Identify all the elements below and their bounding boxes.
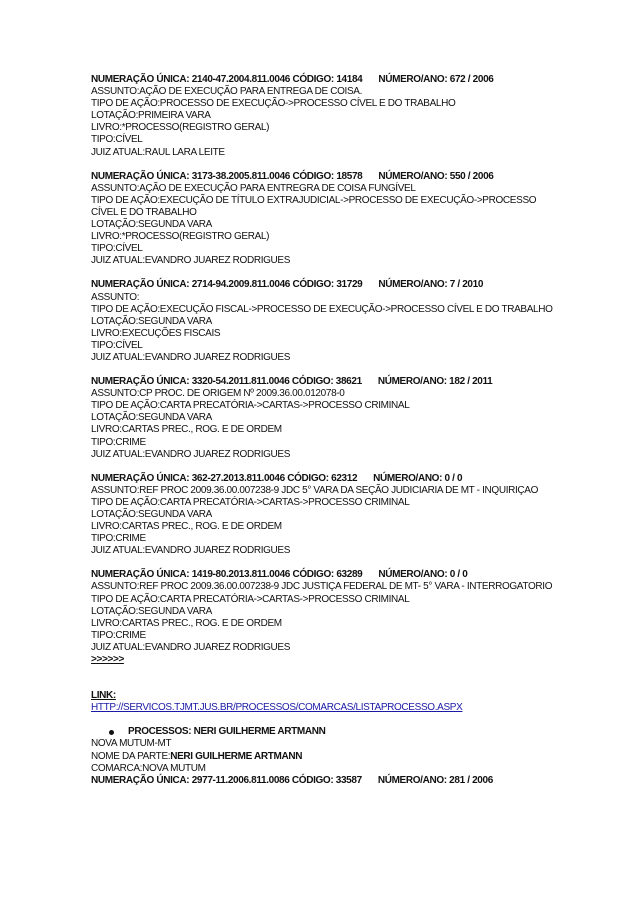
more-link-row bbox=[91, 654, 561, 666]
record-numeracao: NUMERAÇÃO ÚNICA: 3173-38.2005.811.0046 CÓDIGO: 18578 bbox=[91, 170, 363, 182]
record-numeracao: NUMERAÇÃO ÚNICA: 362-27.2013.811.0046 CÓDIGO: 62312 bbox=[91, 472, 358, 484]
record-field: LOTAÇÃO:SEGUNDA VARA bbox=[91, 219, 212, 231]
record-field: LIVRO:CARTAS PREC., ROG. E DE ORDEM bbox=[91, 521, 282, 533]
record-field: LIVRO:*PROCESSO(REGISTRO GERAL) bbox=[91, 122, 270, 134]
record-field: LOTAÇÃO:SEGUNDA VARA bbox=[91, 509, 212, 520]
link-heading-row bbox=[91, 690, 561, 702]
record-numero-ano: NÚMERO/ANO: 7 / 2010 bbox=[378, 279, 484, 291]
bullet-text: PROCESSOS: NERI GUILHERME ARTMANN bbox=[128, 726, 326, 738]
record-field: TIPO:CRIME bbox=[91, 533, 146, 545]
record-field: LOTAÇÃO:SEGUNDA VARA bbox=[91, 605, 212, 617]
process-record bbox=[91, 569, 561, 654]
record-field: ASSUNTO: bbox=[91, 291, 140, 303]
record-numero-ano: NÚMERO/ANO: 0 / 0 bbox=[373, 472, 463, 484]
footer-parte-label: NOME DA PARTE: bbox=[91, 750, 171, 762]
record-header bbox=[91, 171, 561, 183]
record-field: TIPO DE AÇÃO:CARTA PRECATÓRIA->CARTAS->PROCESSO CRIMINAL bbox=[91, 496, 410, 508]
record-header bbox=[91, 279, 561, 291]
footer-comarca: COMARCA:NOVA MUTUM bbox=[91, 762, 206, 774]
record-field: JUIZ ATUAL:EVANDRO JUAREZ RODRIGUES bbox=[91, 545, 291, 557]
record-header bbox=[91, 74, 561, 86]
process-record bbox=[91, 376, 561, 461]
footer-numero-ano: NÚMERO/ANO: 281 / 2006 bbox=[377, 774, 493, 786]
link-url-row bbox=[91, 702, 561, 714]
record-field: JUIZ ATUAL:EVANDRO JUAREZ RODRIGUES bbox=[91, 351, 291, 363]
record-field: LIVRO:CARTAS PREC., ROG. E DE ORDEM bbox=[91, 617, 282, 629]
record-field: LIVRO:CARTAS PREC., ROG. E DE ORDEM bbox=[91, 424, 282, 436]
record-field: ASSUNTO:REF PROC 2009.36.00.007238-9 JDC 5° VARA DA SEÇÃO JUDICIARIA DE MT - INQUIRIÇAO bbox=[91, 484, 539, 496]
bullet-dot-icon bbox=[109, 730, 114, 735]
record-header bbox=[91, 473, 561, 485]
record-numeracao: NUMERAÇÃO ÚNICA: 2140-47.2004.811.0046 CÓDIGO: 14184 bbox=[91, 74, 363, 85]
process-records bbox=[91, 74, 561, 654]
record-numero-ano: NÚMERO/ANO: 0 / 0 bbox=[378, 569, 468, 581]
link-heading: LINK: bbox=[91, 690, 116, 702]
record-field: JUIZ ATUAL:EVANDRO JUAREZ RODRIGUES bbox=[91, 641, 291, 653]
record-field: ASSUNTO:CP PROC. DE ORIGEM Nº 2009.36.00.012078-0 bbox=[91, 388, 345, 400]
record-numeracao: NUMERAÇÃO ÚNICA: 3320-54.2011.811.0046 CÓDIGO: 38621 bbox=[91, 376, 362, 388]
record-header bbox=[91, 569, 561, 581]
process-list-link[interactable]: HTTP://SERVICOS.TJMT.JUS.BR/PROCESSOS/COMARCAS/LISTAPROCESSO.ASPX bbox=[91, 702, 463, 714]
record-field: TIPO DE AÇÃO:EXECUÇÃO DE TÍTULO EXTRAJUDICIAL->PROCESSO DE EXECUÇÃO->PROCESSO CÍVEL E DO TRABALHO bbox=[91, 194, 537, 218]
record-field: TIPO DE AÇÃO:PROCESSO DE EXECUÇÃO->PROCESSO CÍVEL E DO TRABALHO bbox=[91, 98, 456, 110]
footer-numeracao-row bbox=[91, 775, 561, 787]
record-field: TIPO:CÍVEL bbox=[91, 243, 143, 255]
document-page bbox=[91, 74, 561, 787]
process-record bbox=[91, 279, 561, 364]
process-record bbox=[91, 74, 561, 159]
record-numeracao: NUMERAÇÃO ÚNICA: 2714-94.2009.811.0046 CÓDIGO: 31729 bbox=[91, 279, 363, 291]
record-field: TIPO:CRIME bbox=[91, 629, 146, 641]
record-field: JUIZ ATUAL:EVANDRO JUAREZ RODRIGUES bbox=[91, 448, 291, 460]
record-field: LIVRO:*PROCESSO(REGISTRO GERAL) bbox=[91, 231, 270, 243]
record-field: TIPO DE AÇÃO:EXECUÇÃO FISCAL->PROCESSO DE EXECUÇÃO->PROCESSO CÍVEL E DO TRABALHO bbox=[91, 303, 553, 315]
record-numero-ano: NÚMERO/ANO: 182 / 2011 bbox=[377, 376, 493, 388]
record-field: ASSUNTO:AÇÃO DE EXECUÇÃO PARA ENTREGA DE COISA. bbox=[91, 86, 363, 98]
record-field: LOTAÇÃO:PRIMEIRA VARA bbox=[91, 110, 211, 122]
record-field: LOTAÇÃO:SEGUNDA VARA bbox=[91, 315, 212, 327]
footer-parte-value: NERI GUILHERME ARTMANN bbox=[170, 750, 303, 762]
record-field: TIPO:CÍVEL bbox=[91, 134, 143, 146]
record-field: TIPO:CRIME bbox=[91, 436, 146, 448]
record-field: LOTAÇÃO:SEGUNDA VARA bbox=[91, 412, 212, 424]
record-field: LIVRO:EXECUÇÕES FISCAIS bbox=[91, 327, 221, 339]
record-field: JUIZ ATUAL:EVANDRO JUAREZ RODRIGUES bbox=[91, 255, 291, 267]
footer-city: NOVA MUTUM-MT bbox=[91, 738, 172, 750]
record-field: TIPO DE AÇÃO:CARTA PRECATÓRIA->CARTAS->PROCESSO CRIMINAL bbox=[91, 400, 410, 412]
record-field: ASSUNTO:REF PROC 2009.36.00.007238-9 JDC JUSTIÇA FEDERAL DE MT- 5° VARA - INTERROGATORIO bbox=[91, 581, 553, 593]
record-field: ASSUNTO:AÇÃO DE EXECUÇÃO PARA ENTREGRA DE COISA FUNGÍVEL bbox=[91, 182, 416, 194]
more-link[interactable]: >>>>>> bbox=[91, 654, 124, 666]
record-field: JUIZ ATUAL:RAUL LARA LEITE bbox=[91, 146, 225, 158]
record-field: TIPO:CÍVEL bbox=[91, 339, 143, 351]
record-numero-ano: NÚMERO/ANO: 672 / 2006 bbox=[378, 74, 494, 85]
record-header bbox=[91, 376, 561, 388]
process-record bbox=[91, 473, 561, 558]
footer-parte bbox=[91, 751, 561, 763]
footer-numeracao: NUMERAÇÃO ÚNICA: 2977-11.2006.811.0086 CÓDIGO: 33587 bbox=[91, 774, 362, 786]
process-record bbox=[91, 171, 561, 268]
record-field: TIPO DE AÇÃO:CARTA PRECATÓRIA->CARTAS->PROCESSO CRIMINAL bbox=[91, 593, 410, 605]
record-numero-ano: NÚMERO/ANO: 550 / 2006 bbox=[378, 170, 494, 182]
bullet-item bbox=[91, 726, 561, 738]
record-numeracao: NUMERAÇÃO ÚNICA: 1419-80.2013.811.0046 CÓDIGO: 63289 bbox=[91, 569, 363, 581]
